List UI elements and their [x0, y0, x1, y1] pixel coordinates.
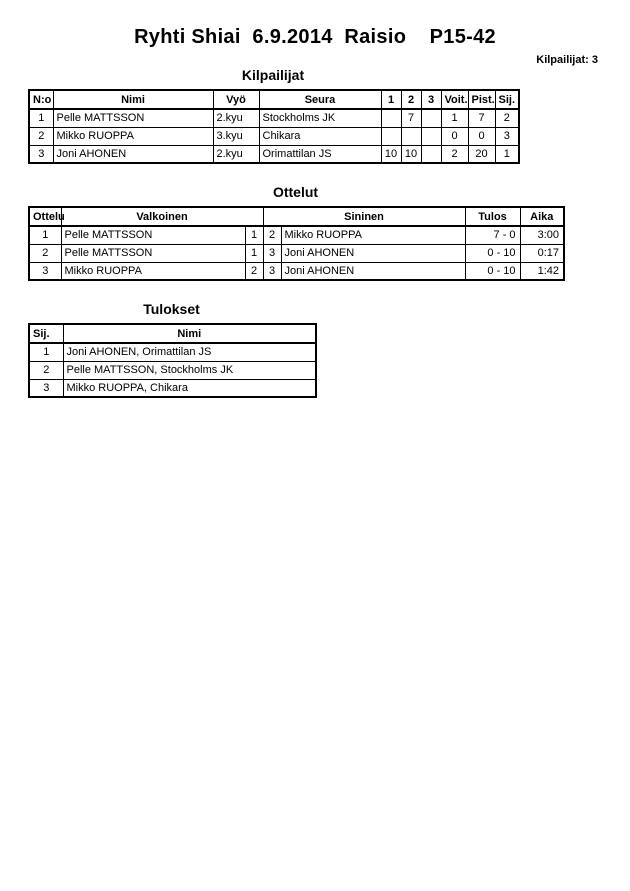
table-row [29, 262, 564, 280]
cell-blue: Joni AHONEN [281, 244, 465, 262]
cell-seura: Chikara [259, 127, 381, 145]
section-ottelut [28, 184, 563, 281]
col-header-3: 3 [421, 90, 441, 109]
kilpailijat-table [28, 89, 520, 164]
col-header-ottelu: Ottelu [29, 207, 61, 226]
table-row [29, 361, 316, 379]
cell-voit: 1 [441, 109, 468, 127]
cell-vyo: 2.kyu [213, 109, 259, 127]
cell-match-no: 1 [29, 226, 61, 244]
cell-match1: 10 [381, 145, 401, 163]
cell-sij: 3 [495, 127, 519, 145]
cell-match-no: 2 [29, 244, 61, 262]
cell-tulos: 0 - 10 [465, 244, 520, 262]
cell-sij: 3 [29, 379, 63, 397]
cell-white: Mikko RUOPPA [61, 262, 245, 280]
table-row [29, 226, 564, 244]
col-header-1: 1 [381, 90, 401, 109]
cell-aika: 0:17 [520, 244, 564, 262]
col-header-no: N:o [29, 90, 53, 109]
col-header-aika: Aika [520, 207, 564, 226]
cell-no: 2 [29, 127, 53, 145]
cell-aika: 1:42 [520, 262, 564, 280]
cell-white: Pelle MATTSSON [61, 244, 245, 262]
cell-blue: Mikko RUOPPA [281, 226, 465, 244]
cell-vyo: 3.kyu [213, 127, 259, 145]
cell-match2: 7 [401, 109, 421, 127]
cell-sij: 1 [29, 343, 63, 361]
section-tulokset [28, 301, 315, 398]
cell-match1 [381, 109, 401, 127]
cell-pist: 0 [468, 127, 495, 145]
cell-match1 [381, 127, 401, 145]
page-title: Ryhti Shiai 6.9.2014 Raisio P15-42 [134, 26, 496, 48]
competitor-count-label: Kilpailijat: 3 [536, 54, 598, 66]
cell-voit: 0 [441, 127, 468, 145]
cell-blue: Joni AHONEN [281, 262, 465, 280]
tulokset-table [28, 323, 317, 398]
cell-match3 [421, 109, 441, 127]
col-header-sij: Sij. [495, 90, 519, 109]
ottelut-header-row [29, 207, 564, 226]
cell-pist: 20 [468, 145, 495, 163]
col-header-nimi: Nimi [63, 324, 316, 343]
table-row [29, 244, 564, 262]
table-row [29, 109, 519, 127]
col-header-tulos: Tulos [465, 207, 520, 226]
cell-vyo: 2.kyu [213, 145, 259, 163]
cell-nimi: Joni AHONEN [53, 145, 213, 163]
section-kilpailijat [28, 67, 518, 164]
tulokset-heading: Tulokset [143, 301, 200, 317]
table-row [29, 379, 316, 397]
cell-match-no: 3 [29, 262, 61, 280]
cell-seura: Orimattilan JS [259, 145, 381, 163]
cell-aika: 3:00 [520, 226, 564, 244]
table-row [29, 145, 519, 163]
cell-no: 3 [29, 145, 53, 163]
cell-white: Pelle MATTSSON [61, 226, 245, 244]
cell-match3 [421, 127, 441, 145]
cell-blue-no: 3 [263, 262, 281, 280]
cell-seura: Stockholms JK [259, 109, 381, 127]
cell-sij: 2 [29, 361, 63, 379]
cell-blue-no: 2 [263, 226, 281, 244]
cell-match3 [421, 145, 441, 163]
table-row [29, 343, 316, 361]
col-header-seura: Seura [259, 90, 381, 109]
ottelut-table [28, 206, 565, 281]
col-header-valkoinen: Valkoinen [61, 207, 263, 226]
cell-white-no: 1 [245, 226, 263, 244]
col-header-pist: Pist. [468, 90, 495, 109]
col-header-vyo: Vyö [213, 90, 259, 109]
cell-tulos: 7 - 0 [465, 226, 520, 244]
cell-nimi: Mikko RUOPPA [53, 127, 213, 145]
tulokset-header-row [29, 324, 316, 343]
table-row [29, 127, 519, 145]
cell-no: 1 [29, 109, 53, 127]
col-header-voit: Voit. [441, 90, 468, 109]
kilpailijat-header-row [29, 90, 519, 109]
cell-nimi: Pelle MATTSSON, Stockholms JK [63, 361, 316, 379]
cell-voit: 2 [441, 145, 468, 163]
cell-white-no: 1 [245, 244, 263, 262]
cell-sij: 1 [495, 145, 519, 163]
cell-pist: 7 [468, 109, 495, 127]
ottelut-heading: Ottelut [272, 184, 319, 200]
col-header-sij: Sij. [29, 324, 63, 343]
cell-nimi: Joni AHONEN, Orimattilan JS [63, 343, 316, 361]
col-header-sininen: Sininen [263, 207, 465, 226]
cell-match2: 10 [401, 145, 421, 163]
cell-nimi: Mikko RUOPPA, Chikara [63, 379, 316, 397]
cell-tulos: 0 - 10 [465, 262, 520, 280]
cell-white-no: 2 [245, 262, 263, 280]
cell-sij: 2 [495, 109, 519, 127]
cell-blue-no: 3 [263, 244, 281, 262]
results-page [0, 0, 630, 398]
cell-nimi: Pelle MATTSSON [53, 109, 213, 127]
cell-match2 [401, 127, 421, 145]
kilpailijat-heading: Kilpailijat [241, 67, 305, 83]
col-header-2: 2 [401, 90, 421, 109]
col-header-nimi: Nimi [53, 90, 213, 109]
